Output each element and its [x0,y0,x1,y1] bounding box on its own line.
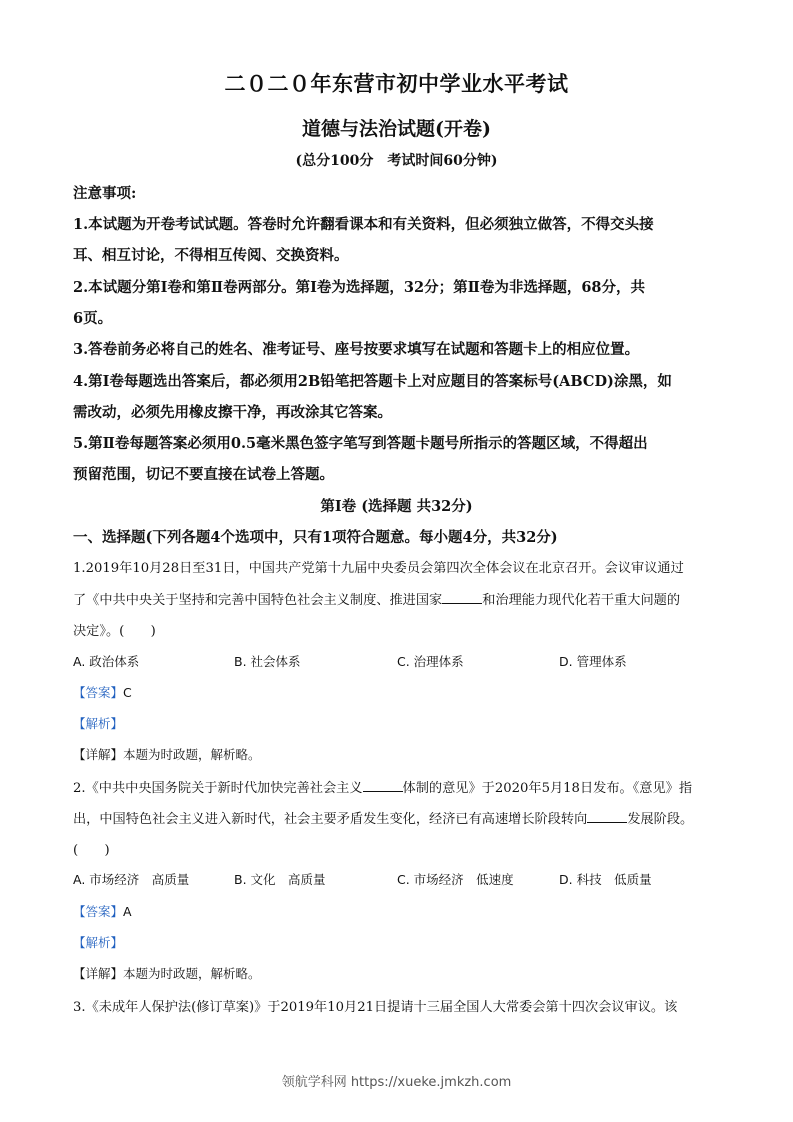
question-text [73,777,723,796]
option-d: D. 管理体系 [559,654,627,669]
notice-line: 3.答卷前务必将自己的姓名、准考证号、座号按要求填写在试题和答题卡上的相应位置。 [73,341,640,358]
answer-label: 【答案】 [73,904,124,919]
analysis-label: 【解析】 [73,935,124,950]
question-text: 3.《未成年人保护法(修订草案)》于2019年10月21日提请十三届全国人大常委会第十四次会议审议。该 [73,1000,678,1015]
section-instruction: 一、选择题(下列各题4个选项中，只有1项符合题意。每小题4分，共32分) [73,529,558,546]
answer-line [73,902,723,920]
notice-line: 4.第Ⅰ卷每题选出答案后，都必须用2B铅笔把答题卡上对应题目的答案标号(ABCD)涂黑，如 [73,373,672,390]
question-text-part: 了《中共中央关于坚持和完善中国特色社会主义制度、推进国家 [73,593,443,608]
answer-value: A [123,904,132,919]
answer-label: 【答案】 [73,685,124,700]
footer-watermark: 领航学科网 https://xueke.jmkzh.com [281,1075,512,1090]
question-text-part: 发展阶段。 [627,812,694,827]
option-c: C. 治理体系 [397,654,464,669]
question-text [73,808,723,827]
exam-subtitle: 道德与法治试题(开卷) [302,118,491,140]
exam-title: 二０二０年东营市初中学业水平考试 [224,71,569,96]
notice-line: 2.本试题分第Ⅰ卷和第Ⅱ卷两部分。第Ⅰ卷为选择题，32分；第Ⅱ卷为非选择题，68分，共 [73,279,645,296]
answer-blank [363,779,403,792]
option-d: D. 科技 低质量 [559,872,652,887]
notice-line: 6页。 [73,310,113,327]
detail-text: 【详解】本题为时政题，解析略。 [73,747,261,762]
notice-line: 耳、相互讨论，不得相互传阅、交换资料。 [73,247,349,264]
option-a: A. 政治体系 [73,654,140,669]
question-text [73,589,723,608]
notice-heading: 注意事项: [73,185,137,202]
option-b: B. 文化 高质量 [234,872,326,887]
notice-line: 1.本试题为开卷考试试题。答卷时允许翻看课本和有关资料，但必须独立做答，不得交头接 [73,216,654,233]
notice-line: 5.第Ⅱ卷每题答案必须用0.5毫米黑色签字笔写到答题卡题号所指示的答题区域，不得超出 [73,435,648,452]
option-b: B. 社会体系 [234,654,301,669]
answer-blank [587,810,627,823]
answer-blank [442,591,482,604]
question-text-part: 2.《中共中央国务院关于新时代加快完善社会主义 [73,781,363,796]
analysis-label: 【解析】 [73,716,124,731]
exam-meta: (总分100分 考试时间60分钟) [295,153,498,169]
question-text-part: 出，中国特色社会主义进入新时代，社会主要矛盾发生变化，经济已有高速增长阶段转向 [73,812,588,827]
section-title: 第Ⅰ卷 (选择题 共32分) [320,498,473,515]
notice-line: 预留范围，切记不要直接在试卷上答题。 [73,466,334,483]
notice-line: 需改动，必须先用橡皮擦干净，再改涂其它答案。 [73,404,392,421]
option-a: A. 市场经济 高质量 [73,872,190,887]
option-c: C. 市场经济 低速度 [397,872,514,887]
answer-value: C [123,685,132,700]
answer-line [73,683,723,701]
question-text: 1.2019年10月28日至31日，中国共产党第十九届中央委员会第四次全体会议在北京召开。会议审议通过 [73,561,684,576]
detail-text: 【详解】本题为时政题，解析略。 [73,966,261,981]
question-text: 决定》。( ) [73,624,156,639]
question-text: ( ) [73,843,110,858]
question-text-part: 体制的意见》于2020年5月18日发布。《意见》指 [402,781,693,796]
question-text-part: 和治理能力现代化若干重大问题的 [482,593,681,608]
